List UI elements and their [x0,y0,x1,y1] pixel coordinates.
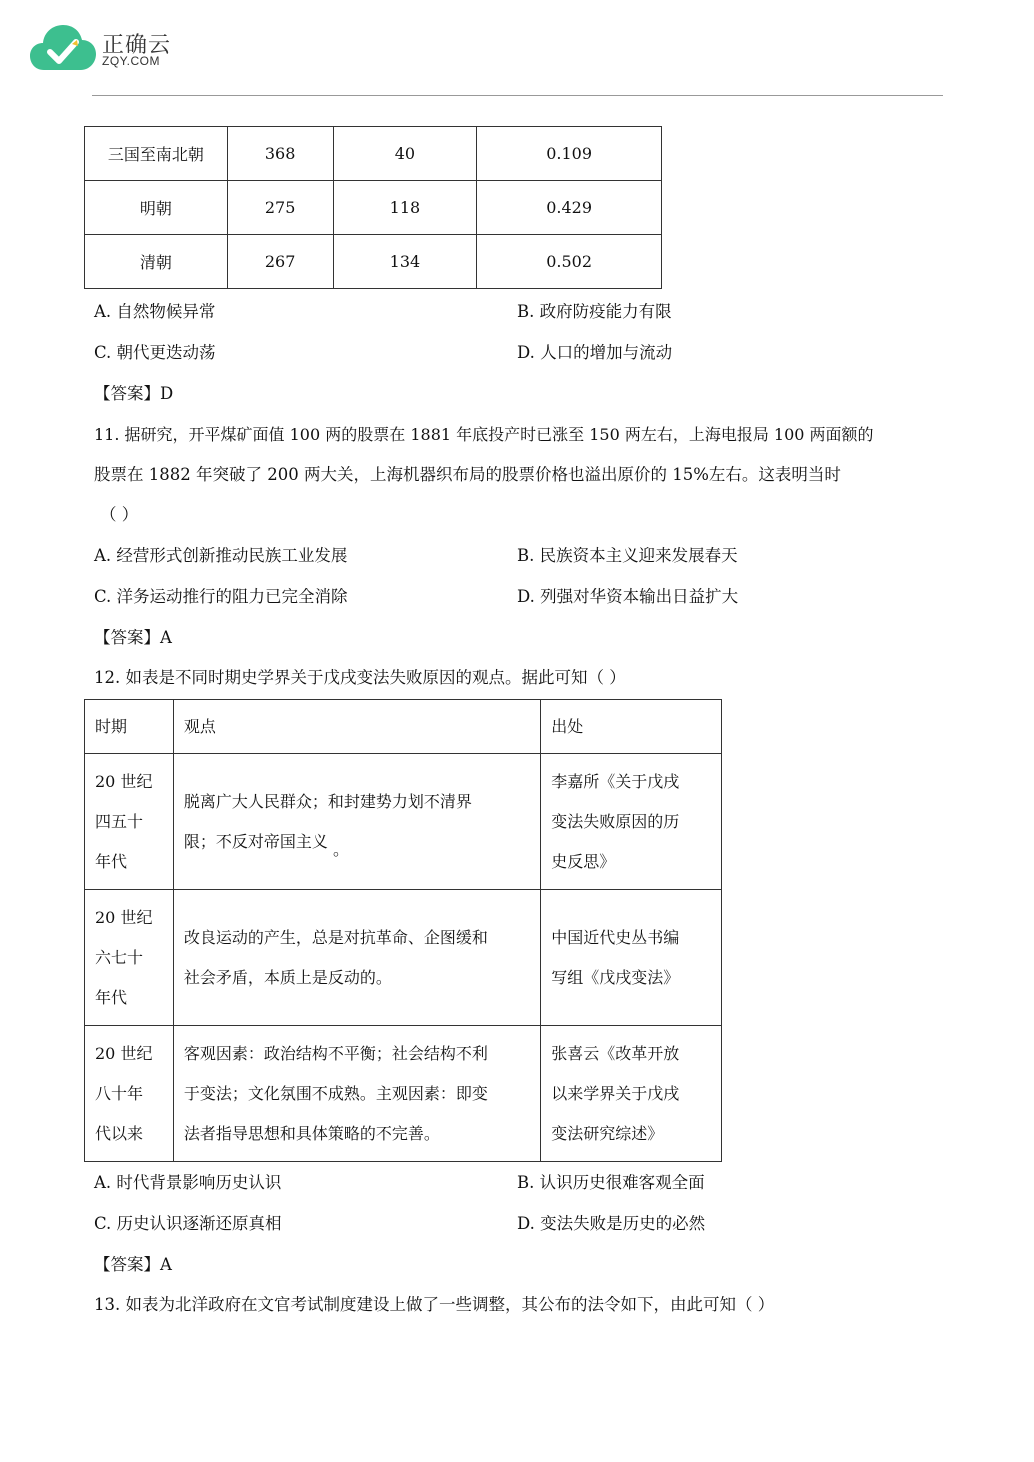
table-cell: 0.502 [477,235,662,289]
header-source: 出处 [541,700,722,754]
table-cell: 275 [227,181,333,235]
view-cell: 客观因素：政治结构不平衡；社会结构不利 于变法；文化氛围不成熟。主观因素：即变 法者指导思想和具体策略的不完善。 [173,1026,540,1162]
view-cell: 脱离广大人民群众；和封建势力划不清界 限；不反对帝国主义 。 [173,754,540,890]
source-cell: 张喜云《改革开放 以来学界关于戊戌 变法研究综述》 [541,1026,722,1162]
header-view: 观点 [173,700,540,754]
q11-answer: 【答案】A [94,628,172,647]
q10-option-a: A. 自然物候异常 [94,302,216,321]
table-cell: 134 [333,235,477,289]
period-cell: 20 世纪 四五十 年代 [85,754,174,890]
brand-domain: ZQY.COM [102,54,160,68]
table-cell: 0.429 [477,181,662,235]
table-cell: 267 [227,235,333,289]
q11-option-a: A. 经营形式创新推动民族工业发展 [94,546,348,565]
q11-option-c: C. 洋务运动推行的阻力已完全消除 [94,587,348,606]
source-cell: 中国近代史丛书编 写组《戊戌变法》 [541,890,722,1026]
population-table [84,126,662,289]
table-cell: 三国至南北朝 [85,127,228,181]
q12-option-c: C. 历史认识逐渐还原真相 [94,1214,282,1233]
q11-stem-line1: 11. 据研究，开平煤矿面值 100 两的股票在 1881 年底投产时已涨至 150 两左右，上海电报局 100 两面额的 [94,425,874,444]
header-divider [92,95,943,96]
table-header-row [85,700,722,754]
q12-option-a: A. 时代背景影响历史认识 [94,1173,282,1192]
table-cell: 明朝 [85,181,228,235]
table-cell: 40 [333,127,477,181]
brand-name: 正确云 [102,33,172,58]
q12-option-d: D. 变法失败是历史的必然 [517,1214,706,1233]
header-period: 时期 [85,700,174,754]
q12-answer: 【答案】A [94,1255,172,1274]
q11-option-b: B. 民族资本主义迎来发展春天 [517,546,738,565]
source-cell: 李嘉所《关于戊戌 变法失败原因的历 史反思》 [541,754,722,890]
period-cell: 20 世纪 六七十 年代 [85,890,174,1026]
q10-option-b: B. 政府防疫能力有限 [517,302,672,321]
q10-option-c: C. 朝代更迭动荡 [94,343,216,362]
cloud-check-icon [30,22,96,74]
q11-stem-line2: 股票在 1882 年突破了 200 两大关，上海机器织布局的股票价格也溢出原价的 15%左右。这表明当时 [94,465,841,484]
table-row [85,127,662,181]
table-row [85,235,662,289]
table-row [85,890,722,1026]
q12-stem: 12. 如表是不同时期史学界关于戊戌变法失败原因的观点。据此可知（ ） [94,668,626,687]
viewpoints-table [84,699,722,1162]
stray-mark: 。 [333,839,350,859]
view-cell: 改良运动的产生，总是对抗革命、企图缓和 社会矛盾，本质上是反动的。 [173,890,540,1026]
table-cell: 118 [333,181,477,235]
q10-answer: 【答案】D [94,384,174,403]
q11-stem-line3: （ ） [100,505,139,524]
q13-stem: 13. 如表为北洋政府在文官考试制度建设上做了一些调整，其公布的法令如下，由此可知（ ） [94,1295,775,1314]
table-cell: 368 [227,127,333,181]
table-cell: 清朝 [85,235,228,289]
q10-option-d: D. 人口的增加与流动 [517,343,673,362]
table-row [85,1026,722,1162]
table-cell: 0.109 [477,127,662,181]
table-row [85,754,722,890]
q11-option-d: D. 列强对华资本输出日益扩大 [517,587,739,606]
q12-option-b: B. 认识历史很难客观全面 [517,1173,705,1192]
table-row [85,181,662,235]
period-cell: 20 世纪 八十年 代以来 [85,1026,174,1162]
zqy-logo [30,22,230,74]
